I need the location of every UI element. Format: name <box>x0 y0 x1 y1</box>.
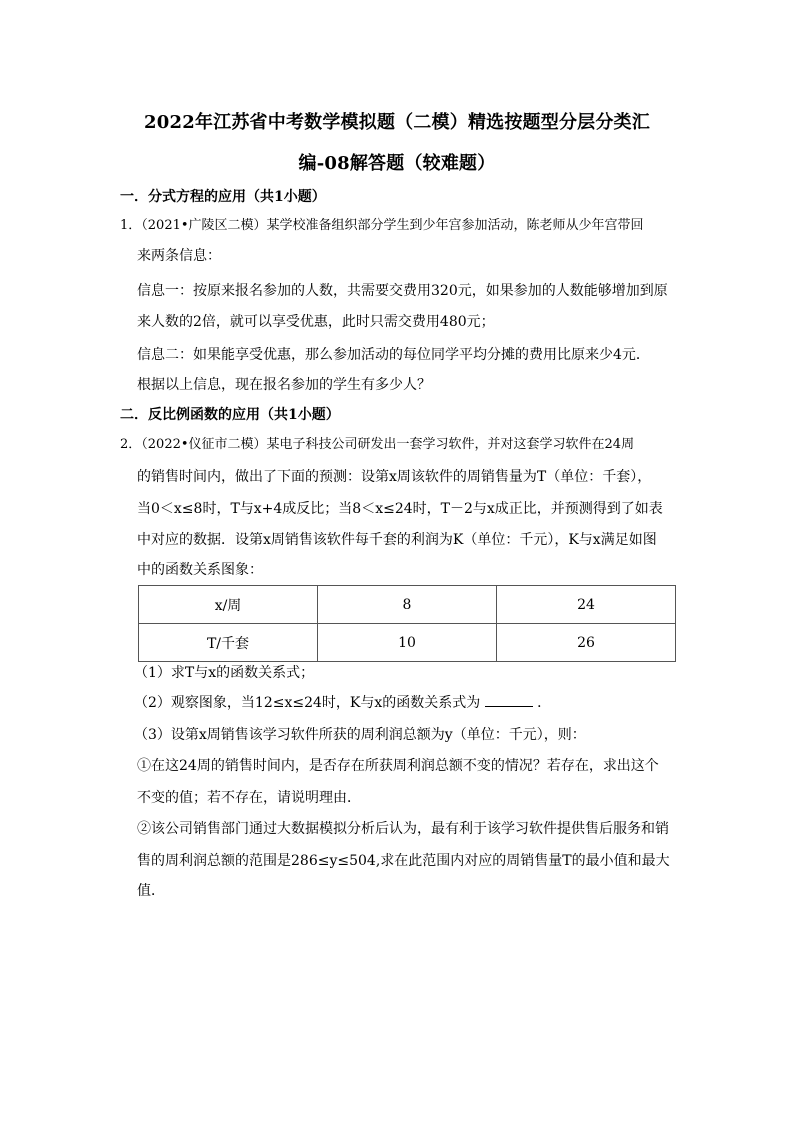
data-table <box>138 585 676 662</box>
question-1-info-1-line-1: 信息一：按原来报名参加的人数，共需要交费用320元，如果参加的人数能够增加到原 <box>137 283 668 299</box>
question-1-ask: 根据以上信息，现在报名参加的学生有多少人？ <box>137 377 431 393</box>
part-1-line-1: ①在这24周的销售时间内，是否存在所获周利润总额不变的情况？若存在，求出这个 <box>137 758 659 774</box>
question-1-info-1-line-2: 来人数的2倍，就可以享受优惠，此时只需交费用480元； <box>137 314 495 330</box>
question-1-line-1: 1．（2021•广陵区二模）某学校准备组织部分学生到少年宫参加活动，陈老师从少年宫带回 <box>120 218 644 233</box>
table-cell: T/千套 <box>139 624 318 662</box>
part-1-line-2: 不变的值；若不存在，请说明理由． <box>137 790 361 806</box>
table-cell: 24 <box>497 586 676 624</box>
table-cell: 10 <box>318 624 497 662</box>
sub-question-3: （3）设第x周销售该学习软件所获的周利润总额为y（单位：千元），则： <box>134 727 586 743</box>
document-title-line-2: 编-08解答题（较难题） <box>298 153 496 174</box>
question-2-line-1: 2．（2022•仪征市二模）某电子科技公司研发出一套学习软件，并对这套学习软件在24周 <box>120 437 635 452</box>
table-row <box>139 586 676 624</box>
part-2-line-2: 售的周利润总额的范围是286≤y≤504,求在此范围内对应的周销售量T的最小值和最大 <box>137 853 670 869</box>
table-row <box>139 624 676 662</box>
table-cell: x/周 <box>139 586 318 624</box>
sub-question-2 <box>134 694 551 712</box>
question-1-line-2: 来两条信息： <box>137 248 221 264</box>
question-2-line-3: 当0＜x≤8时，T与x+4成反比；当8＜x≤24时，T－2与x成正比，并预测得到了如表 <box>137 501 663 517</box>
sub-question-2-end: ． <box>537 695 552 711</box>
sub-question-1: （1）求T与x的函数关系式； <box>134 665 315 681</box>
section-heading-fraction-equation: 一．分式方程的应用（共1小题） <box>120 189 326 205</box>
question-2-line-5: 中的函数关系图象： <box>137 562 263 578</box>
question-1-info-2: 信息二：如果能享受优惠，那么参加活动的每位同学平均分摊的费用比原来少4元． <box>137 347 650 363</box>
answer-blank <box>485 694 533 707</box>
document-title-line-1: 2022年江苏省中考数学模拟题（二模）精选按题型分层分类汇 <box>144 112 650 133</box>
table-cell: 8 <box>318 586 497 624</box>
part-2-line-1: ②该公司销售部门通过大数据模拟分析后认为，最有利于该学习软件提供售后服务和销 <box>137 821 669 837</box>
sub-question-2-text: （2）观察图象，当12≤x≤24时，K与x的函数关系式为 <box>134 695 481 711</box>
question-2-line-4: 中对应的数据．设第x周销售该软件每千套的利润为K（单位：千元），K与x满足如图 <box>137 532 657 548</box>
table-cell: 26 <box>497 624 676 662</box>
question-2-line-2: 的销售时间内，做出了下面的预测：设第x周该软件的周销售量为T（单位：千套）， <box>137 469 652 485</box>
part-2-line-3: 值． <box>137 883 165 899</box>
section-heading-inverse-proportion: 二．反比例函数的应用（共1小题） <box>120 407 340 423</box>
